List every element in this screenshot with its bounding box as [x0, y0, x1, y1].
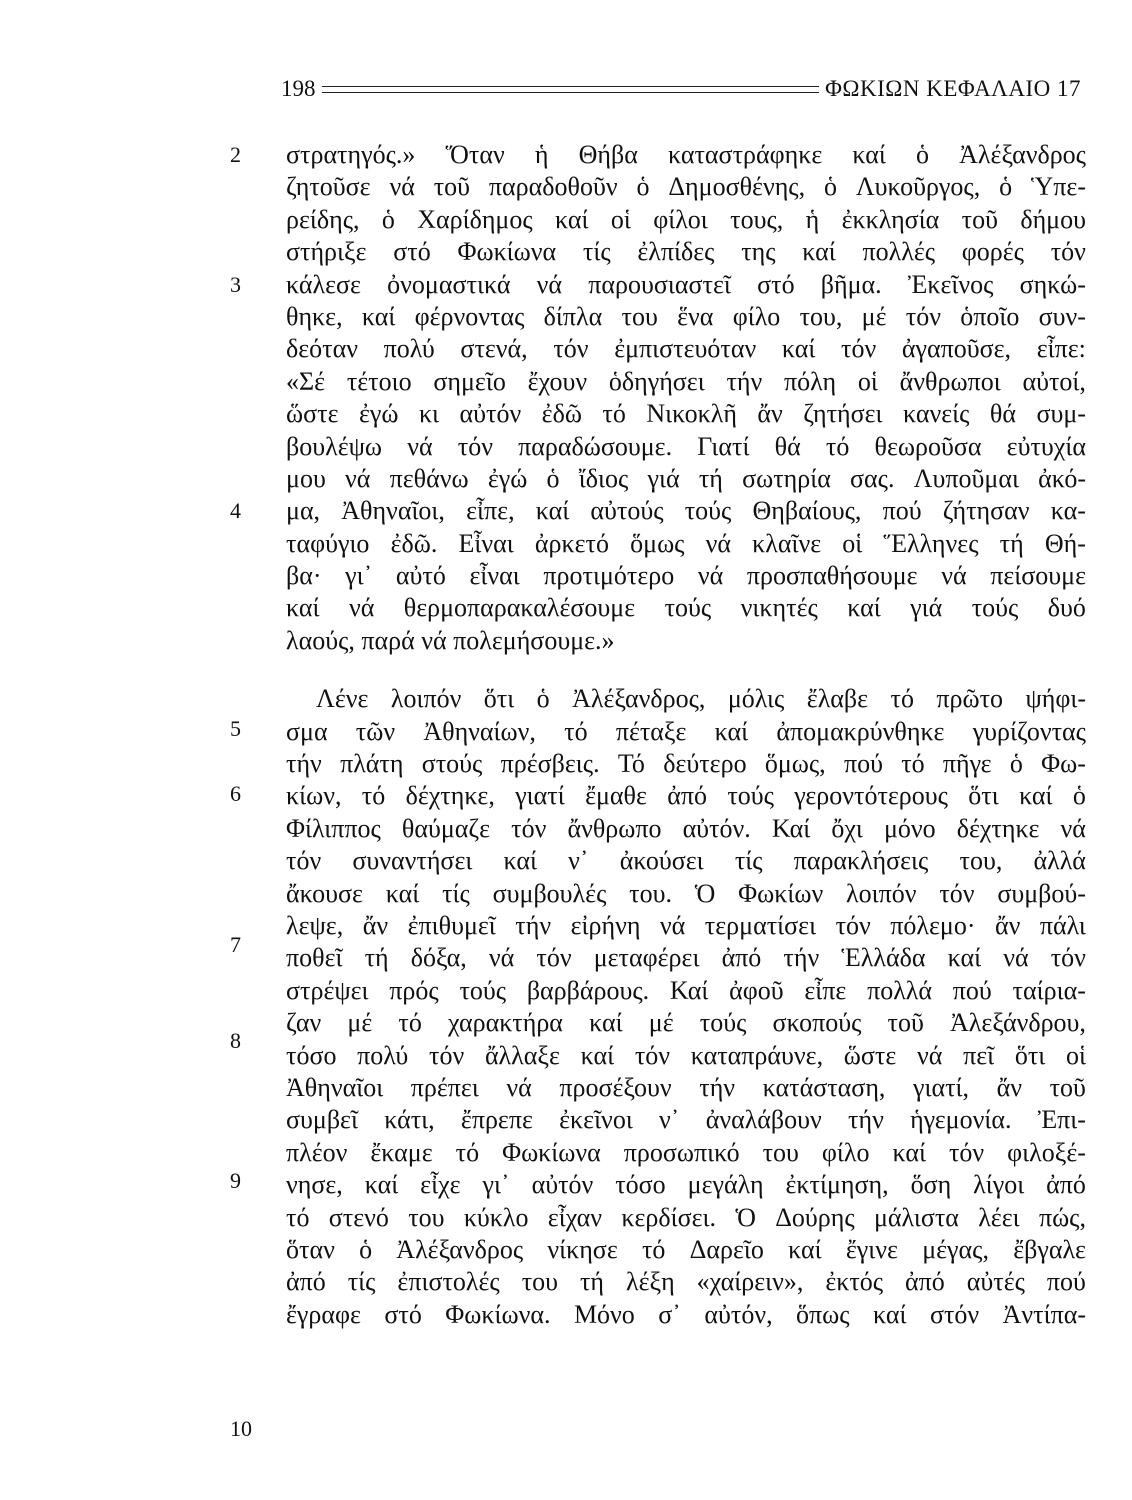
text-line: ρείδης, ὁ Χαρίδημος καί οἱ φίλοι τους, ἡ ἐκκλησία τοῦ δήμου [286, 204, 1086, 234]
text-line: τό στενό του κύκλο εἶχαν κερδίσει. Ὁ Δούρης μάλιστα λέει πώς, [286, 1202, 1086, 1232]
text-line: βα· γι᾽ αὐτό εἶναι προτιμότερο νά προσπαθήσουμε νά πείσουμε [286, 561, 1086, 591]
text-line: ἄκουσε καί τίς συμβουλές του. Ὁ Φωκίων λοιπόν τόν συμβού- [286, 878, 1086, 908]
section-number: 10 [230, 1416, 252, 1441]
text-line: ποθεῖ τή δόξα, νά τόν μεταφέρει ἀπό τήν Ἑλλάδα καί νά τόν [286, 943, 1086, 973]
paragraph [286, 139, 1086, 657]
text-line: τήν πλάτη στούς πρέσβεις. Τό δεύτερο ὅμως, πού τό πῆγε ὁ Φω- [286, 749, 1086, 779]
section-number: 7 [230, 932, 241, 957]
text-line: ἀπό τίς ἐπιστολές του τή λέξη «χαίρειν», ἐκτός ἀπό αὐτές πού [286, 1267, 1086, 1297]
section-number: 9 [230, 1168, 241, 1193]
text-line: στήριξε στό Φωκίωνα τίς ἐλπίδες της καί πολλές φορές τόν [286, 237, 1086, 267]
text-line: λαούς, παρά νά πολεμήσουμε.» [286, 625, 615, 655]
page-header [281, 74, 1081, 104]
text-line: τόσο πολύ τόν ἄλλαξε καί τόν καταπράυνε, ὥστε νά πεῖ ὅτι οἱ [286, 1040, 1086, 1070]
paragraph [286, 683, 1086, 1331]
text-line: νησε, καί εἶχε γι᾽ αὐτόν τόσο μεγάλη ἐκτίμηση, ὅση λίγοι ἀπό [286, 1170, 1086, 1200]
text-line: τόν συναντήσει καί ν᾽ ἀκούσει τίς παρακλήσεις του, ἀλλά [286, 846, 1086, 876]
section-number: 2 [230, 142, 241, 167]
text-line: Ἀθηναῖοι πρέπει νά προσέξουν τήν κατάσταση, γιατί, ἄν τοῦ [286, 1072, 1086, 1102]
section-number: 3 [230, 272, 241, 297]
section-number: 6 [230, 781, 241, 806]
page-number: 198 [281, 76, 316, 101]
text-line: Φίλιππος θαύμαζε τόν ἄνθρωπο αὐτόν. Καί ὄχι μόνο δέχτηκε νά [286, 813, 1086, 843]
text-line: σμα τῶν Ἀθηναίων, τό πέταξε καί ἀπομακρύνθηκε γυρίζοντας [286, 716, 1086, 746]
text-line: δεόταν πολύ στενά, τόν ἐμπιστευόταν καί τόν ἀγαποῦσε, εἶπε: [286, 334, 1086, 364]
text-line: κίων, τό δέχτηκε, γιατί ἔμαθε ἀπό τούς γεροντότερους ὅτι καί ὁ [286, 781, 1086, 811]
text-line: συμβεῖ κάτι, ἔπρεπε ἐκεῖνοι ν᾽ ἀναλάβουν τήν ἡγεμονία. Ἐπι- [286, 1105, 1086, 1135]
section-number: 5 [230, 716, 241, 741]
text-line: ὅταν ὁ Ἀλέξανδρος νίκησε τό Δαρεῖο καί ἔγινε μέγας, ἔβγαλε [286, 1234, 1086, 1264]
text-line: ζητοῦσε νά τοῦ παραδοθοῦν ὁ Δημοσθένης, ὁ Λυκοῦργος, ὁ Ὑπε- [286, 172, 1086, 202]
text-line: στρατηγός.» Ὅταν ἡ Θήβα καταστράφηκε καί ὁ Ἀλέξανδρος [286, 140, 1086, 169]
text-line: στρέψει πρός τούς βαρβάρους. Καί ἀφοῦ εἶπε πολλά πού ταίρια- [286, 975, 1086, 1005]
text-line: ζαν μέ τό χαρακτήρα καί μέ τούς σκοπούς τοῦ Ἀλεξάνδρου, [286, 1008, 1086, 1038]
text-line: θηκε, καί φέρνοντας δίπλα του ἕνα φίλο του, μέ τόν ὁποῖο συν- [286, 301, 1086, 331]
text-line: καί νά θερμοπαρακαλέσουμε τούς νικητές καί γιά τούς δυό [286, 593, 1086, 623]
text-line: λεψε, ἄν ἐπιθυμεῖ τήν εἰρήνη νά τερματίσει τόν πόλεμο· ἄν πάλι [286, 910, 1086, 940]
text-line: Λένε λοιπόν ὅτι ὁ Ἀλέξανδρος, μόλις ἔλαβε τό πρῶτο ψήφι- [316, 684, 1086, 714]
header-rule [322, 86, 820, 93]
section-number: 8 [230, 1028, 241, 1053]
text-line: βουλέψω νά τόν παραδώσουμε. Γιατί θά τό θεωροῦσα εὐτυχία [286, 431, 1086, 461]
text-line: ἔγραφε στό Φωκίωνα. Μόνο σ᾽ αὐτόν, ὅπως καί στόν Ἀντίπα- [286, 1299, 1086, 1329]
text-line: ὥστε ἐγώ κι αὐτόν ἐδῶ τό Νικοκλῆ ἄν ζητήσει κανείς θά συμ- [286, 399, 1086, 429]
text-line: «Σέ τέτοιο σημεῖο ἔχουν ὁδηγήσει τήν πόλη οἱ ἄνθρωποι αὐτοί, [286, 366, 1086, 396]
text-line: κάλεσε ὀνομαστικά νά παρουσιαστεῖ στό βῆμα. Ἐκεῖνος σηκώ- [286, 269, 1086, 299]
text-line: ταφύγιο ἐδῶ. Εἶναι ἀρκετό ὅμως νά κλαῖνε οἱ Ἕλληνες τή Θή- [286, 528, 1086, 558]
text-line: πλέον ἔκαμε τό Φωκίωνα προσωπικό του φίλο καί τόν φιλοξέ- [286, 1137, 1086, 1167]
text-line: μα, Ἀθηναῖοι, εἶπε, καί αὐτούς τούς Θηβαίους, πού ζήτησαν κα- [286, 496, 1086, 526]
section-number: 4 [230, 498, 241, 523]
text-line: μου νά πεθάνω ἐγώ ὁ ἴδιος γιά τή σωτηρία σας. Λυποῦμαι ἀκό- [286, 463, 1086, 493]
body-text [286, 139, 1086, 1331]
running-title: ΦΩΚΙΩΝ ΚΕΦΑΛΑΙΟ 17 [825, 76, 1081, 101]
